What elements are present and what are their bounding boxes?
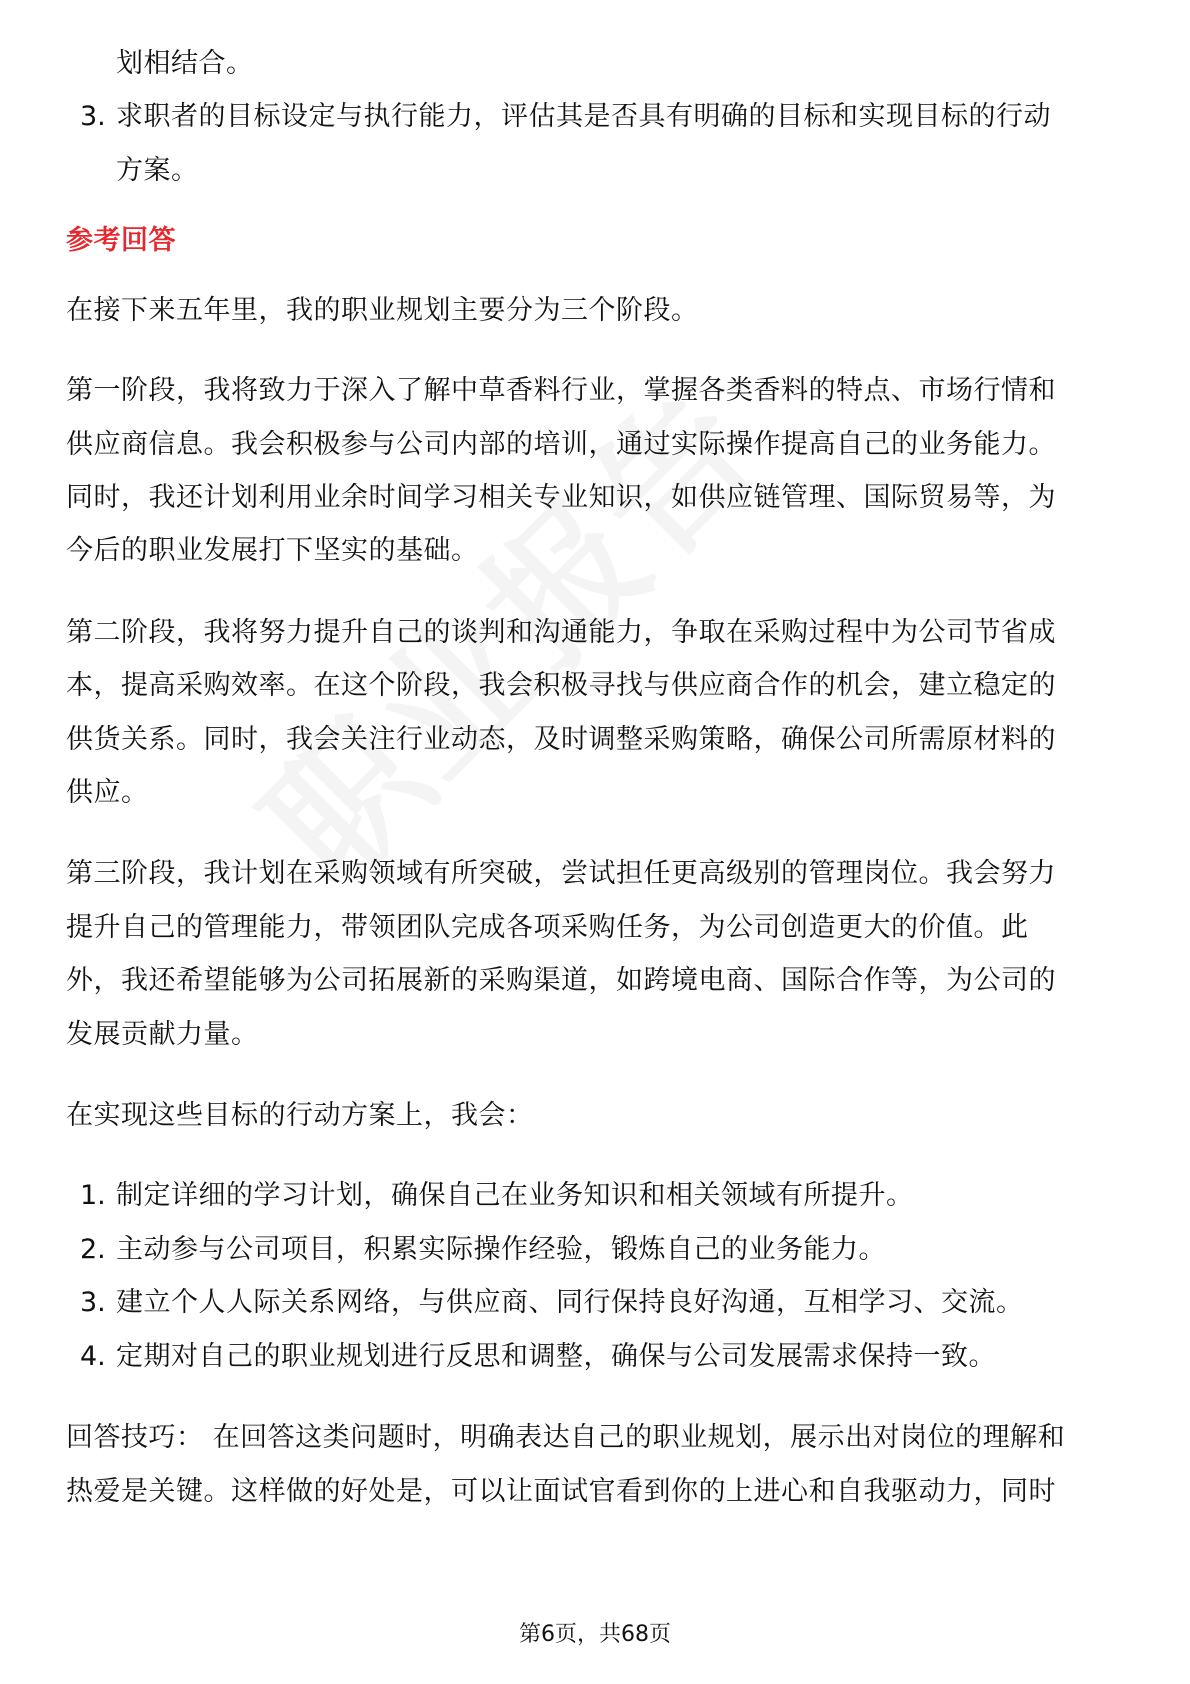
tips-line: 热爱是关键。这样做的好处是，可以让面试官看到你的上进心和自我驱动力，同时 <box>66 1476 1056 1507</box>
action-intro: 在实现这些目标的行动方案上，我会： <box>66 1100 534 1131</box>
stage1-line: 供应商信息。我会积极参与公司内部的培训，通过实际操作提高自己的业务能力。 <box>66 429 1056 460</box>
stage2-line: 供应。 <box>66 777 149 808</box>
stage1-line: 今后的职业发展打下坚实的基础。 <box>66 535 479 566</box>
stage2-line: 供货关系。同时，我会关注行业动态，及时调整采购策略，确保公司所需原材料的 <box>66 724 1056 755</box>
tips-line: 回答技巧： 在回答这类问题时，明确表达自己的职业规划，展示出对岗位的理解和 <box>66 1422 1066 1453</box>
list-number: 2. <box>80 1234 106 1265</box>
list-number: 1. <box>80 1180 106 1211</box>
list-number: 4. <box>80 1341 106 1372</box>
list-item-text: 方案。 <box>116 155 199 186</box>
list-item-text: 求职者的目标设定与执行能力，评估其是否具有明确的目标和实现目标的行动 <box>116 101 1051 132</box>
stage1-line: 同时，我还计划利用业余时间学习相关专业知识，如供应链管理、国际贸易等，为 <box>66 482 1056 513</box>
paragraph-intro: 在接下来五年里，我的职业规划主要分为三个阶段。 <box>66 295 699 326</box>
list-number: 3. <box>80 1287 106 1318</box>
section-heading: 参考回答 <box>66 225 176 256</box>
list-item-text: 建立个人人际关系网络，与供应商、同行保持良好沟通，互相学习、交流。 <box>116 1287 1024 1318</box>
stage3-line: 提升自己的管理能力，带领团队完成各项采购任务，为公司创造更大的价值。此 <box>66 912 1029 943</box>
stage1-line: 第一阶段，我将致力于深入了解中草香料行业，掌握各类香料的特点、市场行情和 <box>66 375 1056 406</box>
list-item-text: 定期对自己的职业规划进行反思和调整，确保与公司发展需求保持一致。 <box>116 1341 996 1372</box>
stage2-line: 本，提高采购效率。在这个阶段，我会积极寻找与供应商合作的机会，建立稳定的 <box>66 670 1056 701</box>
list-number: 3. <box>80 101 106 132</box>
stage3-line: 第三阶段，我计划在采购领域有所突破，尝试担任更高级别的管理岗位。我会努力 <box>66 858 1056 889</box>
stage3-line: 外，我还希望能够为公司拓展新的采购渠道，如跨境电商、国际合作等，为公司的 <box>66 965 1056 996</box>
list-item-text: 制定详细的学习计划，确保自己在业务知识和相关领域有所提升。 <box>116 1180 914 1211</box>
stage3-line: 发展贡献力量。 <box>66 1019 259 1050</box>
stage2-line: 第二阶段，我将努力提升自己的谈判和沟通能力，争取在采购过程中为公司节省成 <box>66 617 1056 648</box>
list-item-text: 主动参与公司项目，积累实际操作经验，锻炼自己的业务能力。 <box>116 1234 886 1265</box>
page-footer: 第6页，共68页 <box>519 1622 671 1647</box>
list-item-continuation: 划相结合。 <box>116 48 254 79</box>
